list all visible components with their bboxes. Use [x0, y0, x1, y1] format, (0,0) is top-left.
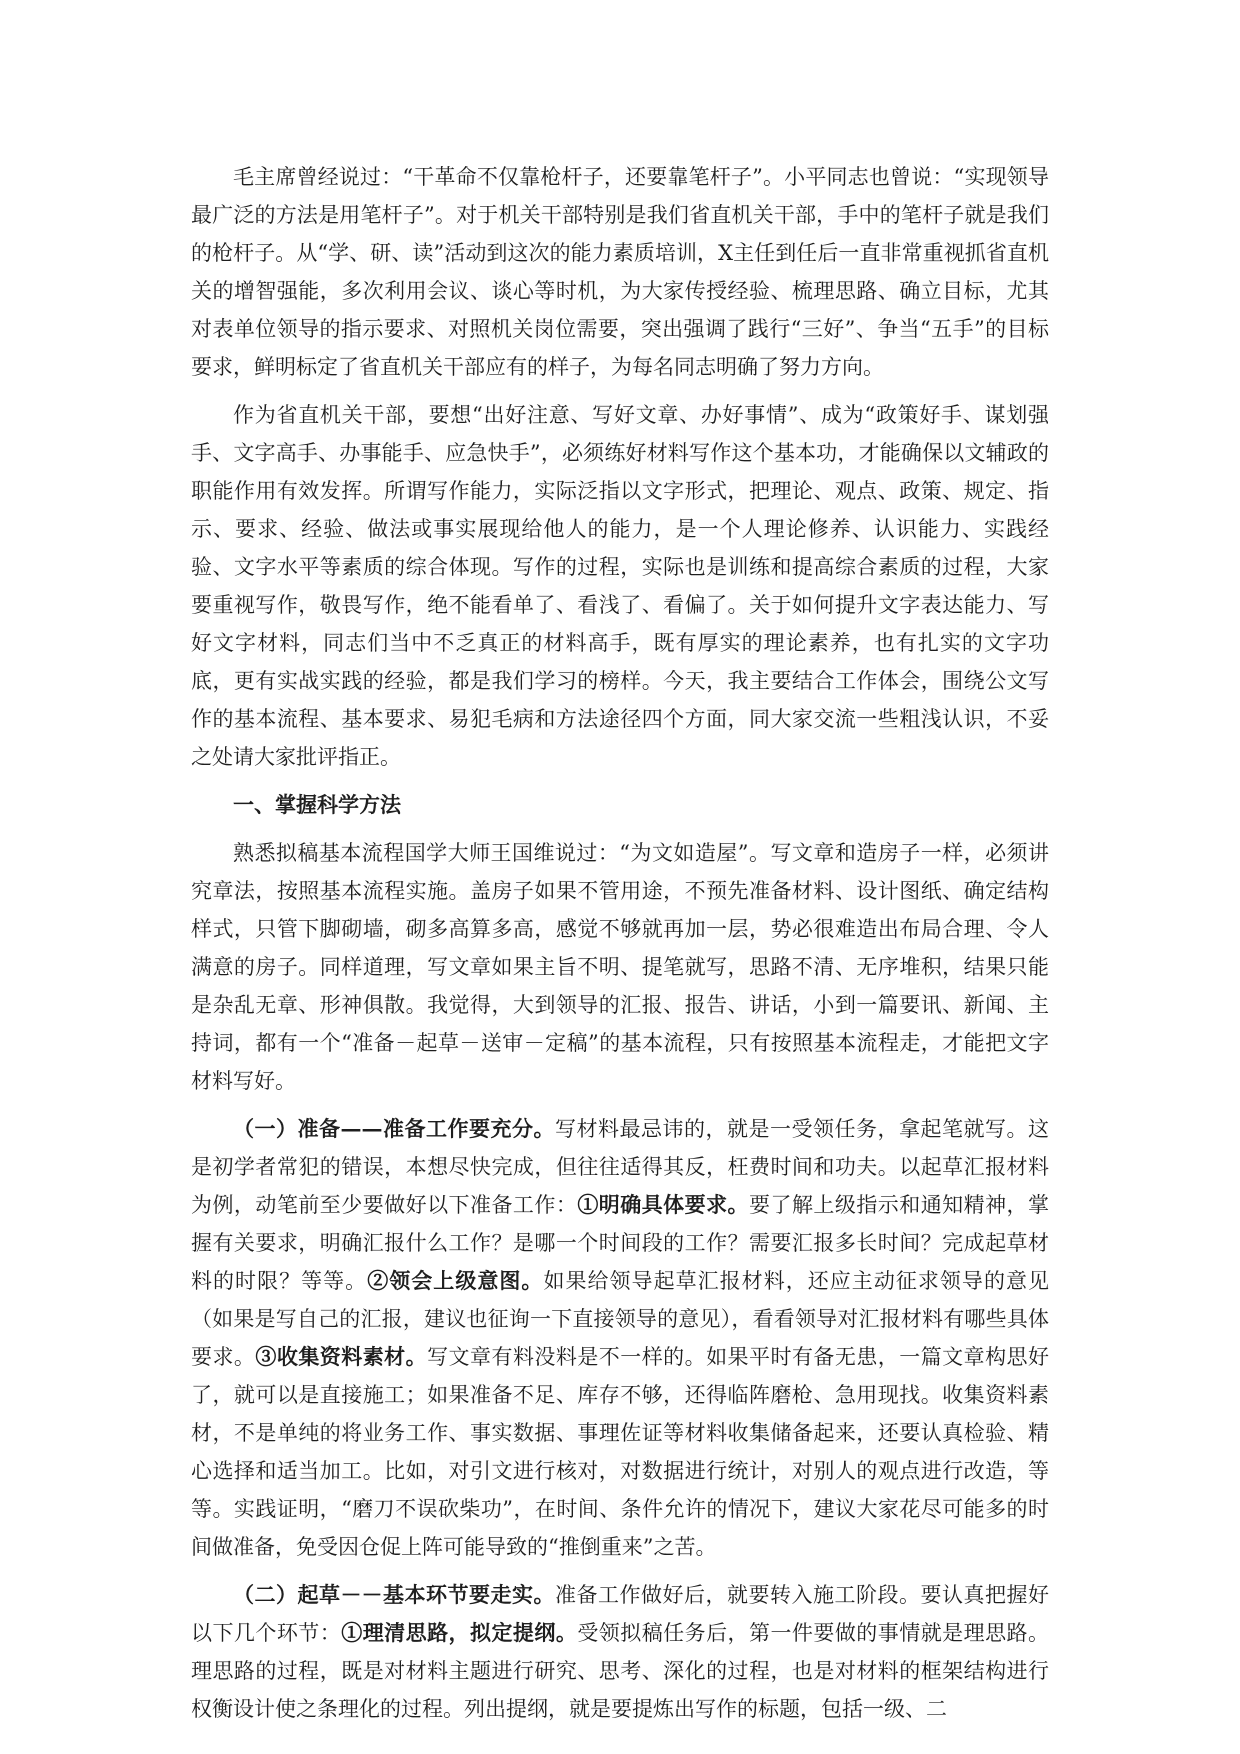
paragraph-preparation [191, 1110, 1049, 1566]
paragraph-intro: 毛主席曾经说过：“干革命不仅靠枪杆子，还要靠笔杆子”。小平同志也曾说：“实现领导最广泛的方法是用笔杆子”。对于机关干部特别是我们省直机关干部，手中的笔杆子就是我们的枪杆子。从“学、研、读”活动到这次的能力素质培训，X主任到任后一直非常重视抓省直机关的增智强能，多次利用会议、谈心等时机，为大家传授经验、梳理思路、确立目标，尤其对表单位领导的指示要求、对照机关岗位需要，突出强调了践行“三好”、争当“五手”的目标要求，鲜明标定了省直机关干部应有的样子，为每名同志明确了努力方向。 [191, 165, 1049, 379]
subheading-drafting: （二）起草－－基本环节要走实。 [233, 1582, 555, 1607]
paragraph-writing-ability: 作为省直机关干部，要想“出好注意、写好文章、办好事情”、成为“政策好手、谋划强手、文字高手、办事能手、应急快手”，必须练好材料写作这个基本功，才能确保以文辅政的职能作用有效发挥。所谓写作能力，实际泛指以文字形式，把理论、观点、政策、规定、指示、要求、经验、做法或事实展现给他人的能力，是一个人理论修养、认识能力、实践经验、文字水平等素质的综合体现。写作的过程，实际也是训练和提高综合素质的过程，大家要重视写作，敬畏写作，绝不能看单了、看浅了、看偏了。关于如何提升文字表达能力、写好文字材料，同志们当中不乏真正的材料高手，既有厚实的理论素养，也有扎实的文字功底，更有实战实践的经验，都是我们学习的榜样。今天，我主要结合工作体会，围绕公文写作的基本流程、基本要求、易犯毛病和方法途径四个方面，同大家交流一些粗浅认识，不妥之处请大家批评指正。 [191, 403, 1049, 769]
subheading-preparation: （一）准备——准备工作要充分。 [233, 1116, 555, 1141]
point-clarify-requirements: ①明确具体要求。 [577, 1192, 750, 1217]
text-segment: 要了解上级指示和通知精神，掌握有关要求，明确汇报什么工作？是哪一个时间段的工作？需要汇报多长时间？完成起草材料的时限？等等。 [191, 1193, 1050, 1293]
point-collect-materials: ③收集资料素材。 [255, 1344, 428, 1369]
paragraph-drafting [191, 1576, 1049, 1728]
point-outline: ①理清思路，拟定提纲。 [341, 1620, 578, 1645]
text-segment: 写材料最忌讳的，就是一受领任务，拿起笔就写。这是初学者常犯的错误，本想尽快完成，但往往适得其反，枉费时间和功夫。以起草汇报材料为例，动笔前至少要做好以下准备工作： [191, 1117, 1049, 1217]
paragraph-basic-process: 熟悉拟稿基本流程国学大师王国维说过：“为文如造屋”。写文章和造房子一样，必须讲究章法，按照基本流程实施。盖房子如果不管用途，不预先准备材料、设计图纸、确定结构样式，只管下脚砌墙，砌多高算多高，感觉不够就再加一层，势必很难造出布局合理、令人满意的房子。同样道理，写文章如果主旨不明、提笔就写，思路不清、无序堆积，结果只能是杂乱无章、形神俱散。我觉得，大到领导的汇报、报告、讲话，小到一篇要讯、新闻、主持词，都有一个“准备－起草－送审－定稿”的基本流程，只有按照基本流程走，才能把文字材料写好。 [191, 841, 1049, 1093]
text-segment: 受领拟稿任务后，第一件要做的事情就是理思路。理思路的过程，既是对材料主题进行研究、思考、深化的过程，也是对材料的框架结构进行权衡设计使之条理化的过程。列出提纲，就是要提炼出写作的标题，包括一级、二 [191, 1621, 1050, 1721]
text-segment: 准备工作做好后，就要转入施工阶段。要认真把握好以下几个环节： [191, 1583, 1049, 1645]
section-heading-1: 一、掌握科学方法 [233, 792, 401, 817]
text-segment: 写文章有料没料是不一样的。如果平时有备无患，一篇文章构思好了，就可以是直接施工；如果准备不足、库存不够，还得临阵磨枪、急用现找。收集资料素材，不是单纯的将业务工作、事实数据、事理佐证等材料收集储备起来，还要认真检验、精心选择和适当加工。比如，对引文进行核对，对数据进行统计，对别人的观点进行改造，等等。实践证明，“磨刀不误砍柴功”，在时间、条件允许的情况下，建议大家花尽可能多的时间做准备，免受因仓促上阵可能导致的“推倒重来”之苦。 [191, 1345, 1050, 1559]
point-understand-intent: ②领会上级意图。 [367, 1268, 544, 1293]
text-segment: 如果给领导起草汇报材料，还应主动征求领导的意见（如果是写自己的汇报，建议也征询一下直接领导的意见），看看领导对汇报材料有哪些具体要求。 [191, 1269, 1050, 1369]
